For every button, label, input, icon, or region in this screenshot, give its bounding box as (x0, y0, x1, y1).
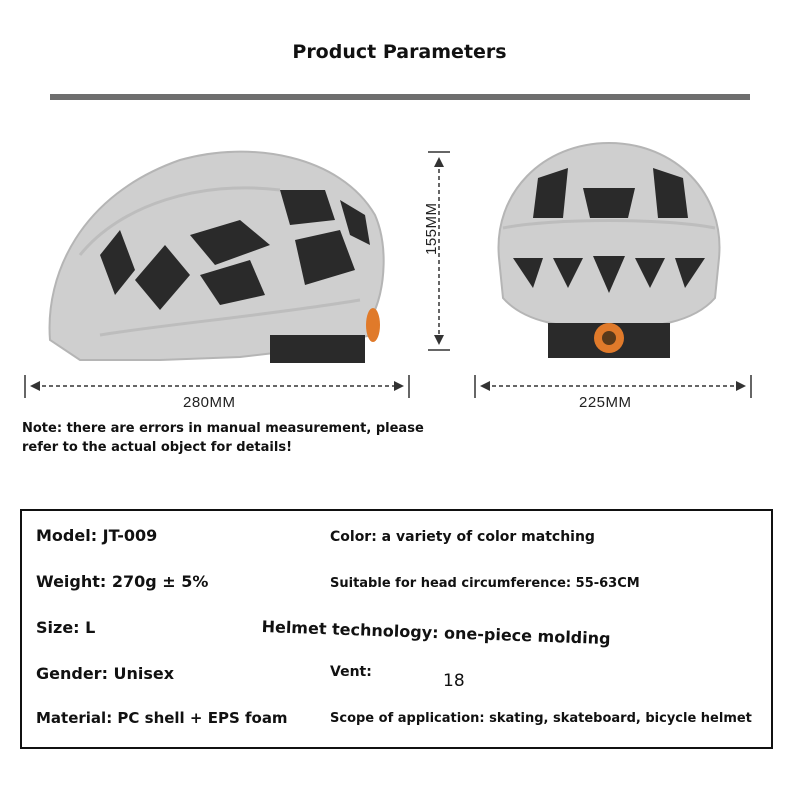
width-dimension-label: 225MM (579, 394, 632, 411)
page-title: Product Parameters (292, 41, 507, 63)
param-size: Size: L (36, 618, 96, 637)
param-vent-value: 18 (443, 671, 465, 691)
param-weight: Weight: 270g ± 5% (36, 572, 209, 591)
parameters-table (20, 509, 773, 749)
param-material: Material: PC shell + EPS foam (36, 709, 288, 727)
height-dimension-label: 155MM (423, 202, 440, 255)
param-head-circumference: Suitable for head circumference: 55-63CM (330, 576, 640, 591)
param-color: Color: a variety of color matching (330, 529, 595, 545)
length-dimension-label: 280MM (183, 394, 236, 411)
measurement-note: Note: there are errors in manual measurement, please refer to the actual object for details! (22, 421, 424, 455)
param-technology: Helmet technology: one-piece molding (261, 617, 611, 649)
param-gender: Gender: Unisex (36, 664, 175, 683)
param-scope: Scope of application: skating, skateboard, bicycle helmet (330, 711, 752, 726)
param-model: Model: JT-009 (36, 526, 158, 545)
param-vent-label: Vent: (330, 664, 372, 680)
